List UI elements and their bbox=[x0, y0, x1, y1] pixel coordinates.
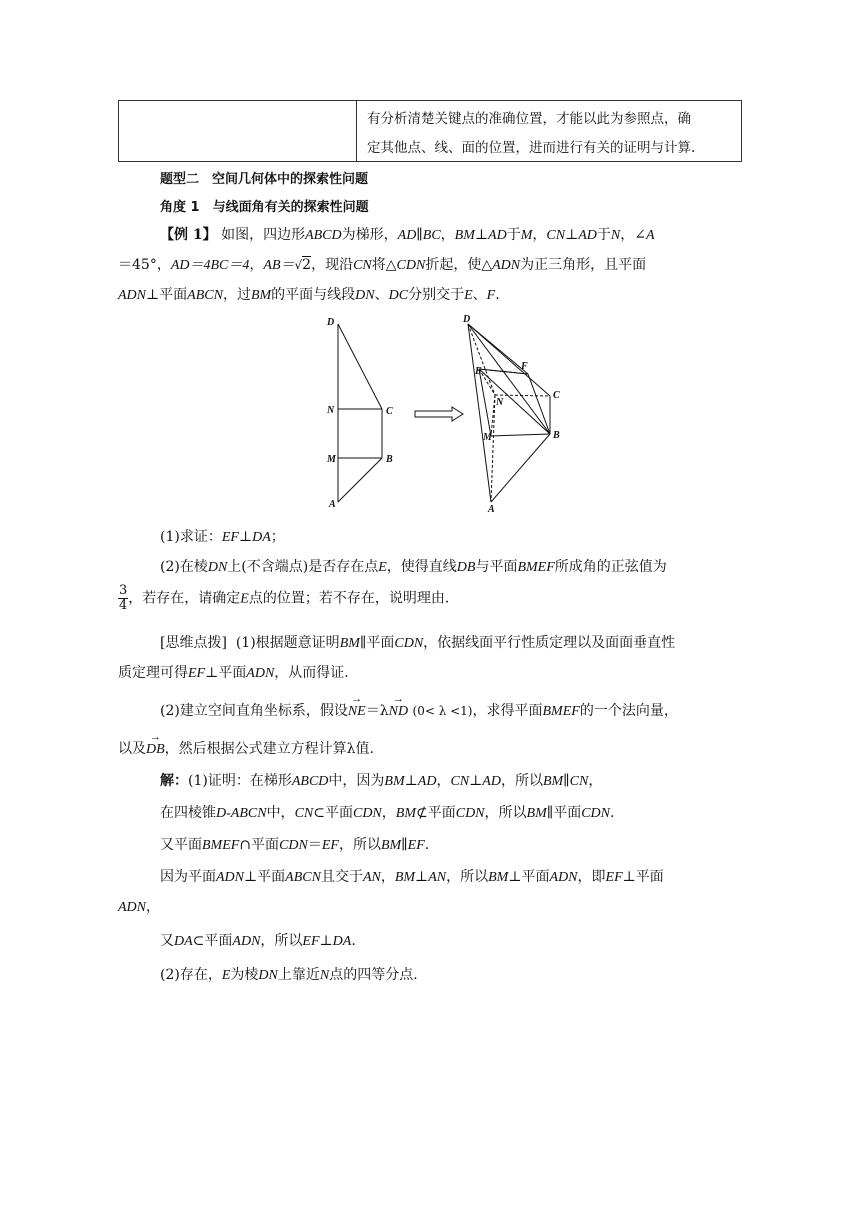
solution-line5: ADN， bbox=[118, 899, 160, 915]
fraction-3-4: $\frac{3}{4}$ bbox=[119, 583, 128, 613]
question-1: (1)求证：EF⊥DA； bbox=[160, 529, 285, 545]
label-right-A: A bbox=[488, 504, 495, 515]
geometry-figure bbox=[320, 310, 580, 515]
arrow-icon bbox=[415, 407, 463, 421]
question-2-line2: $\frac{3}{4}$ ，若存在，请确定E点的位置；若不存在，说明理由. bbox=[119, 583, 450, 613]
hint-line3: (2)建立空间直角坐标系，假设→ NE＝λ→ ND (0< λ <1)，求得平面BMEF的一个法向量， bbox=[160, 700, 678, 720]
label-right-E: E bbox=[475, 366, 482, 377]
table-text-line2: 定其他点、线、面的位置，进而进行有关的证明与计算. bbox=[367, 140, 696, 156]
example-line1: 【例 1】 如图，四边形ABCD为梯形，AD∥BC，BM⊥AD于M，CN⊥AD于N，∠A bbox=[160, 227, 655, 243]
solution-line3: 又平面BMEF∩平面CDN＝EF，所以BM∥EF. bbox=[160, 837, 430, 853]
label-right-M: M bbox=[483, 432, 492, 443]
label-left-C: C bbox=[386, 406, 393, 417]
label-left-B: B bbox=[386, 454, 393, 465]
vector-ND: → ND bbox=[389, 704, 408, 720]
hint-line1: [思维点拨] (1)根据题意证明BM∥平面CDN，依据线面平行性质定理以及面面垂直性 bbox=[160, 635, 676, 651]
solution-line1: 解：(1)证明：在梯形ABCD中，因为BM⊥AD，CN⊥AD，所以BM∥CN， bbox=[160, 773, 603, 789]
label-left-D: D bbox=[327, 317, 335, 328]
solution-line2: 在四棱锥D-ABCN中，CN⊂平面CDN，BM⊄平面CDN，所以BM∥平面CDN. bbox=[160, 805, 615, 821]
label-right-D: D bbox=[463, 314, 471, 325]
subsection-heading: 角度 1 与线面角有关的探索性问题 bbox=[160, 200, 369, 215]
label-left-A: A bbox=[329, 499, 336, 510]
table-divider bbox=[356, 101, 357, 161]
example-line2: ＝45°，AD＝4BC＝4，AB＝√2，现沿CN将△CDN折起，使△ADN为正三角形，且平面 bbox=[118, 257, 647, 273]
top-table bbox=[118, 100, 742, 162]
label-right-B: B bbox=[553, 430, 560, 441]
vector-NE: → NE bbox=[348, 704, 366, 720]
label-left-N: N bbox=[327, 405, 335, 416]
solution-line6: 又DA⊂平面ADN，所以EF⊥DA. bbox=[160, 933, 356, 949]
label-left-M: M bbox=[327, 454, 336, 465]
left-trapezoid bbox=[338, 324, 382, 502]
right-pyramid bbox=[468, 324, 550, 502]
label-right-F: F bbox=[521, 361, 528, 372]
label-right-N: N bbox=[496, 397, 504, 408]
vector-DB: → DB bbox=[146, 742, 165, 758]
solution-line4: 因为平面ADN⊥平面ABCN且交于AN，BM⊥AN，所以BM⊥平面ADN，即EF⊥平面 bbox=[160, 869, 664, 885]
table-text-line1: 有分析清楚关键点的准确位置，才能以此为参照点，确 bbox=[367, 111, 691, 127]
hint-line4: 以及→ DB，然后根据公式建立方程计算λ值. bbox=[118, 738, 374, 758]
example-line3: ADN⊥平面ABCN，过BM的平面与线段DN、DC分别交于E、F. bbox=[118, 287, 500, 303]
hint-line2: 质定理可得EF⊥平面ADN，从而得证. bbox=[118, 665, 349, 681]
question-2-line1: (2)在棱DN上(不含端点)是否存在点E，使得直线DB与平面BMEF所成角的正弦值为 bbox=[160, 559, 667, 575]
label-right-C: C bbox=[553, 390, 560, 401]
solution-line7: (2)存在，E为棱DN上靠近N点的四等分点. bbox=[160, 967, 418, 983]
section-heading: 题型二 空间几何体中的探索性问题 bbox=[160, 172, 369, 187]
right-pyramid-hidden bbox=[468, 324, 550, 502]
